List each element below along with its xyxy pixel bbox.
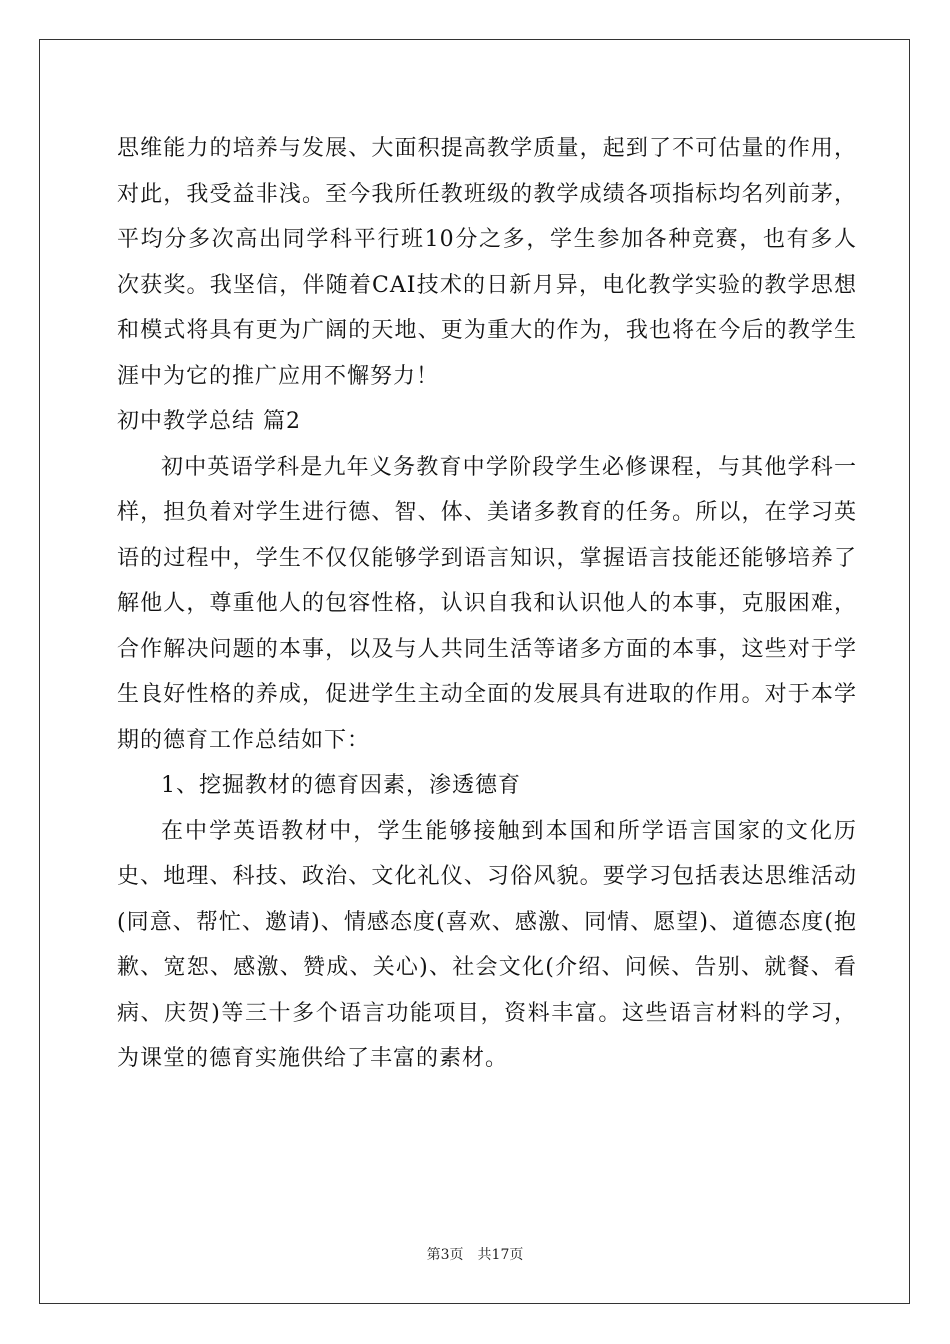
subheading-item-1: 1、挖掘教材的德育因素，渗透德育: [161, 773, 521, 798]
paragraph-intro: 初中英语学科是九年义务教育中学阶段学生必修课程，与其他学科一样，担负着对学生进行德、智、体、美诸多教育的任务。所以，在学习英语的过程中，学生不仅仅能够学到语言知识，掌握语言技能还能够培养了解他人，尊重他人的包容性格，认识自我和认识他人的本事，克服困难，合作解决问题的本事，以及与人共同生活等诸多方面的本事，这些对于学生良好性格的养成，促进学生主动全面的发展具有进取的作用。对于本学期的德育工作总结如下：: [117, 454, 857, 753]
paragraph-materials: 在中学英语教材中，学生能够接触到本国和所学语言国家的文化历史、地理、科技、政治、文化礼仪、习俗风貌。要学习包括表达思维活动(同意、帮忙、邀请)、情感态度(喜欢、感激、同情、愿望)、道德态度(抱歉、宽恕、感激、赞成、关心)、社会文化(介绍、问候、告别、就餐、看病、庆贺)等三十多个语言功能项目，资料丰富。这些语言材料的学习，为课堂的德育实施供给了丰富的素材。: [117, 818, 857, 1071]
page-number-footer: 第3页 共17页: [426, 1247, 524, 1263]
section-heading: 初中教学总结 篇2: [117, 409, 301, 434]
document-body: [117, 126, 857, 1082]
paragraph-continuation: 思维能力的培养与发展、大面积提高教学质量，起到了不可估量的作用，对此，我受益非浅。至今我所任教班级的教学成绩各项指标均名列前茅，平均分多次高出同学科平行班10分之多，学生参加各种竞赛，也有多人次获奖。我坚信，伴随着CAI技术的日新月异，电化教学实验的教学思想和模式将具有更为广阔的天地、更为重大的作为，我也将在今后的教学生涯中为它的推广应用不懈努力！: [117, 136, 857, 389]
